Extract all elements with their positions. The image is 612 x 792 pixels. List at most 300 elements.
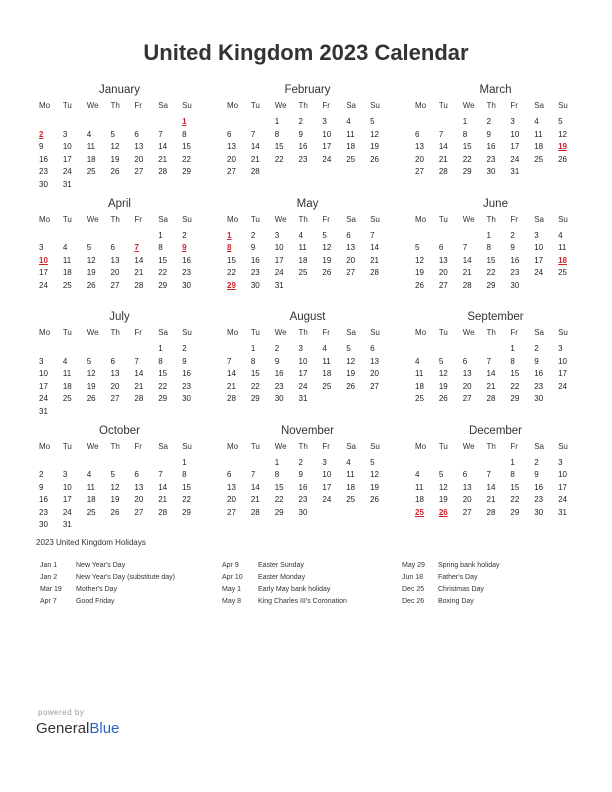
weekday-label: Sa <box>158 214 169 224</box>
empty-day-cell <box>224 116 248 129</box>
day-cell: 27 <box>462 507 472 517</box>
holiday-day-cell: 1 <box>182 117 187 126</box>
empty-day-cell <box>412 116 436 129</box>
weekday-label: We <box>462 328 475 337</box>
day-cell: 16 <box>534 369 544 378</box>
weekday-label: Mo <box>39 328 51 337</box>
day-cell: 5 <box>415 243 420 252</box>
empty-day-cell <box>60 343 84 356</box>
day-cell: 14 <box>134 369 144 378</box>
month-november <box>224 423 391 537</box>
day-cell: 7 <box>227 356 232 366</box>
holiday-date: Jan 2 <box>40 574 58 581</box>
day-cell: 1 <box>158 344 163 353</box>
day-cell: 11 <box>534 129 543 139</box>
weekday-label: Fr <box>134 214 142 224</box>
day-cell: 27 <box>227 167 236 176</box>
empty-day-cell <box>179 406 203 419</box>
day-cell: 21 <box>486 495 496 504</box>
holiday-name: Good Friday <box>76 598 115 605</box>
day-cell: 26 <box>110 167 120 176</box>
empty-day-cell <box>367 507 391 520</box>
weekday-label: Th <box>298 328 308 337</box>
day-cell: 4 <box>415 356 420 366</box>
day-cell: 6 <box>415 129 420 139</box>
day-cell: 11 <box>86 142 95 151</box>
day-cell: 23 <box>298 495 308 504</box>
empty-day-cell <box>36 230 60 243</box>
holiday-day-cell: 10 <box>39 255 48 265</box>
weekday-label: Mo <box>227 441 239 451</box>
holiday-date: Jan 1 <box>40 562 58 569</box>
week-row <box>224 141 391 154</box>
day-cell: 9 <box>534 470 539 479</box>
day-cell: 15 <box>227 255 236 265</box>
week-row <box>36 356 203 369</box>
day-cell: 15 <box>274 142 284 151</box>
weekday-label: Sa <box>158 441 169 451</box>
empty-day-cell <box>84 406 108 419</box>
empty-day-cell <box>296 280 320 293</box>
weekday-label: Fr <box>322 101 330 110</box>
empty-day-cell <box>131 179 155 192</box>
day-cell: 10 <box>558 356 567 366</box>
day-cell: 8 <box>182 470 187 479</box>
day-cell: 14 <box>486 369 496 378</box>
day-cell: 8 <box>158 243 163 252</box>
day-cell: 8 <box>250 356 256 366</box>
day-cell: 21 <box>158 154 168 164</box>
day-cell: 30 <box>510 280 520 290</box>
day-cell: 22 <box>182 495 191 504</box>
holiday-name: Mother's Day <box>76 586 118 593</box>
weekday-header <box>412 326 579 340</box>
weekday-header <box>224 213 391 227</box>
day-cell: 9 <box>39 482 44 492</box>
day-cell: 16 <box>39 154 48 164</box>
empty-day-cell <box>60 116 84 129</box>
day-cell: 16 <box>298 142 308 151</box>
brand-logo[interactable] <box>36 720 119 737</box>
empty-day-cell <box>319 166 343 179</box>
day-cell: 4 <box>534 117 539 126</box>
day-cell: 9 <box>298 470 303 479</box>
day-cell: 28 <box>438 167 448 176</box>
holiday-item <box>402 572 592 584</box>
weekday-label: Mo <box>227 328 239 337</box>
day-cell: 15 <box>182 142 191 151</box>
day-cell: 16 <box>182 369 191 378</box>
holiday-day-cell: 2 <box>39 129 44 139</box>
day-cell: 23 <box>274 381 284 391</box>
day-cell: 10 <box>510 129 520 139</box>
week-row <box>224 343 391 356</box>
weekday-label: Tu <box>438 101 448 110</box>
weekday-label: We <box>462 441 475 451</box>
day-cell: 26 <box>558 154 567 164</box>
week-row <box>224 166 391 179</box>
day-cell: 21 <box>227 381 236 391</box>
holiday-item <box>402 584 592 596</box>
weekday-label: Fr <box>134 101 142 110</box>
day-cell: 30 <box>486 167 496 176</box>
weekday-label: Tu <box>62 214 72 224</box>
day-cell: 22 <box>510 495 520 504</box>
weekday-label: Su <box>370 101 380 110</box>
day-cell: 11 <box>62 255 72 265</box>
week-row <box>36 116 203 129</box>
day-cell: 31 <box>62 179 72 189</box>
holiday-day-cell: 8 <box>227 243 232 252</box>
empty-day-cell <box>555 393 579 406</box>
day-cell: 12 <box>110 142 120 151</box>
month-january <box>36 82 203 196</box>
weekday-label: Tu <box>62 328 72 337</box>
holiday-day-cell: 26 <box>438 507 448 517</box>
day-cell: 18 <box>346 142 356 151</box>
day-cell: 2 <box>534 344 539 353</box>
day-cell: 28 <box>134 280 144 290</box>
day-cell: 3 <box>510 117 515 126</box>
day-cell: 26 <box>86 280 96 290</box>
day-cell: 29 <box>250 394 260 403</box>
day-cell: 21 <box>486 381 496 391</box>
weekday-label: Su <box>182 328 192 337</box>
day-cell: 22 <box>510 381 520 391</box>
week-row <box>36 255 203 268</box>
empty-day-cell <box>555 166 579 179</box>
day-cell: 13 <box>370 356 379 366</box>
day-cell: 20 <box>346 255 356 265</box>
day-cell: 19 <box>86 381 96 391</box>
empty-day-cell <box>343 166 367 179</box>
holiday-item <box>40 560 230 572</box>
day-cell: 6 <box>134 470 139 479</box>
weekday-label: Tu <box>250 441 260 451</box>
day-cell: 29 <box>486 280 496 290</box>
day-cell: 26 <box>415 280 424 290</box>
day-cell: 27 <box>370 381 379 391</box>
day-cell: 6 <box>227 470 232 479</box>
holiday-date: May 8 <box>222 598 242 605</box>
day-cell: 12 <box>110 482 120 492</box>
weekday-label: Sa <box>534 328 545 337</box>
holiday-column-3 <box>402 560 592 608</box>
empty-day-cell <box>36 343 60 356</box>
day-cell: 23 <box>298 154 308 164</box>
day-cell: 2 <box>298 117 303 126</box>
week-row <box>224 280 391 293</box>
weekday-label: Tu <box>438 214 448 224</box>
holiday-item <box>40 596 230 608</box>
empty-day-cell <box>131 519 155 532</box>
weekday-label: Sa <box>346 441 357 451</box>
week-row <box>36 507 203 520</box>
week-row <box>36 519 203 532</box>
day-cell: 5 <box>110 470 115 479</box>
day-cell: 13 <box>134 482 144 492</box>
day-cell: 29 <box>182 507 191 517</box>
day-cell: 23 <box>250 268 260 277</box>
day-cell: 27 <box>110 394 120 403</box>
day-cell: 24 <box>62 167 72 176</box>
day-cell: 27 <box>438 280 448 290</box>
weekday-label: Su <box>370 214 380 224</box>
day-cell: 24 <box>62 507 72 517</box>
day-cell: 5 <box>438 470 444 479</box>
day-cell: 20 <box>110 268 120 277</box>
month-name: September <box>467 311 524 323</box>
day-cell: 5 <box>322 230 327 240</box>
week-row <box>36 242 203 255</box>
day-cell: 18 <box>86 154 96 164</box>
week-row <box>412 368 579 381</box>
day-cell: 9 <box>182 356 187 366</box>
day-cell: 3 <box>322 457 327 467</box>
day-cell: 29 <box>158 394 168 403</box>
day-cell: 17 <box>298 369 308 378</box>
day-cell: 21 <box>462 268 472 277</box>
holiday-day-cell: 9 <box>182 243 187 252</box>
week-row <box>412 507 579 520</box>
day-cell: 31 <box>558 507 567 517</box>
day-cell: 29 <box>510 394 520 403</box>
day-cell: 17 <box>322 482 332 492</box>
day-cell: 4 <box>558 230 563 240</box>
holiday-item <box>402 596 592 608</box>
day-cell: 16 <box>510 255 520 265</box>
day-cell: 3 <box>274 230 280 240</box>
empty-day-cell <box>367 280 391 293</box>
weekday-label: Su <box>558 214 568 224</box>
day-cell: 8 <box>462 129 468 139</box>
day-cell: 14 <box>250 482 260 492</box>
day-cell: 30 <box>182 280 191 290</box>
day-cell: 22 <box>274 154 284 164</box>
week-row <box>412 356 579 369</box>
day-cell: 14 <box>227 369 236 378</box>
weekday-label: Fr <box>510 101 518 110</box>
day-cell: 6 <box>438 243 444 252</box>
day-cell: 7 <box>370 230 375 240</box>
day-cell: 9 <box>298 129 303 139</box>
day-cell: 19 <box>415 268 424 277</box>
day-cell: 1 <box>158 230 163 240</box>
day-cell: 6 <box>110 356 115 366</box>
empty-day-cell <box>155 116 179 129</box>
weekday-label: We <box>462 101 475 110</box>
month-name: February <box>284 84 331 96</box>
day-cell: 14 <box>486 482 496 492</box>
week-row <box>412 116 579 129</box>
powered-by-label: powered by <box>38 708 85 717</box>
day-cell: 24 <box>274 268 284 277</box>
day-cell: 2 <box>250 230 256 240</box>
day-cell: 18 <box>86 495 96 504</box>
day-cell: 30 <box>274 394 284 403</box>
day-cell: 1 <box>510 344 515 353</box>
empty-day-cell <box>272 166 296 179</box>
empty-day-cell <box>131 230 155 243</box>
day-cell: 17 <box>39 381 48 391</box>
empty-day-cell <box>108 457 132 470</box>
weekday-label: Fr <box>510 328 518 337</box>
day-cell: 3 <box>39 243 44 252</box>
day-cell: 1 <box>274 117 280 126</box>
weekday-label: Su <box>182 214 192 224</box>
day-cell: 6 <box>346 230 351 240</box>
day-cell: 10 <box>62 142 72 151</box>
day-cell: 27 <box>110 280 120 290</box>
day-cell: 19 <box>438 495 448 504</box>
day-cell: 15 <box>182 482 191 492</box>
day-cell: 19 <box>370 142 379 151</box>
day-cell: 22 <box>462 154 472 164</box>
day-cell: 26 <box>346 381 356 391</box>
day-cell: 3 <box>39 356 44 366</box>
holiday-name: New Year's Day (substitute day) <box>76 574 175 581</box>
day-cell: 29 <box>274 507 284 517</box>
week-row <box>224 381 391 394</box>
week-row <box>412 280 579 293</box>
day-cell: 7 <box>486 356 491 366</box>
holiday-name: Easter Monday <box>258 574 306 581</box>
day-cell: 25 <box>534 154 544 164</box>
weekday-label: Sa <box>346 214 357 224</box>
holiday-column-2 <box>222 560 412 608</box>
weekday-label: Mo <box>227 101 239 110</box>
month-february <box>224 82 391 196</box>
day-cell: 19 <box>110 154 120 164</box>
day-cell: 24 <box>534 268 544 277</box>
empty-day-cell <box>131 343 155 356</box>
empty-day-cell <box>108 230 132 243</box>
day-cell: 4 <box>346 457 351 467</box>
holiday-day-cell: 29 <box>227 280 236 290</box>
month-october <box>36 423 203 537</box>
day-cell: 5 <box>86 243 92 252</box>
day-cell: 29 <box>182 167 191 176</box>
day-cell: 12 <box>438 482 448 492</box>
day-cell: 9 <box>250 243 256 252</box>
week-row <box>224 129 391 142</box>
empty-day-cell <box>367 166 391 179</box>
holiday-name: Boxing Day <box>438 598 474 605</box>
day-cell: 18 <box>298 255 308 265</box>
day-cell: 15 <box>510 482 520 492</box>
weekday-header <box>224 326 391 340</box>
weekday-label: Th <box>110 101 120 110</box>
day-cell: 8 <box>182 129 187 139</box>
holiday-date: Mar 19 <box>40 586 62 593</box>
day-cell: 20 <box>370 369 379 378</box>
day-cell: 18 <box>534 142 544 151</box>
month-name: July <box>109 311 130 323</box>
day-cell: 2 <box>486 117 491 126</box>
holiday-day-cell: 25 <box>415 507 424 517</box>
day-cell: 8 <box>274 470 280 479</box>
day-cell: 19 <box>346 369 356 378</box>
day-cell: 5 <box>370 457 375 467</box>
day-cell: 20 <box>227 495 236 504</box>
week-row <box>224 368 391 381</box>
day-cell: 21 <box>250 495 260 504</box>
empty-day-cell <box>155 519 179 532</box>
day-cell: 23 <box>182 268 191 277</box>
day-cell: 24 <box>558 495 567 504</box>
day-cell: 20 <box>462 381 472 391</box>
day-cell: 24 <box>510 154 520 164</box>
empty-day-cell <box>224 457 248 470</box>
weekday-label: Tu <box>438 441 448 451</box>
day-cell: 10 <box>274 243 284 252</box>
day-cell: 14 <box>134 255 144 265</box>
empty-day-cell <box>84 230 108 243</box>
day-cell: 22 <box>250 381 260 391</box>
day-cell: 9 <box>534 356 539 366</box>
holiday-name: King Charles III's Coronation <box>258 598 347 605</box>
month-september <box>412 309 579 423</box>
empty-day-cell <box>155 457 179 470</box>
day-cell: 15 <box>274 482 284 492</box>
month-august <box>224 309 391 423</box>
day-cell: 28 <box>134 394 144 403</box>
day-cell: 10 <box>39 369 48 378</box>
day-cell: 12 <box>370 129 379 139</box>
weekday-label: Fr <box>322 214 330 224</box>
day-cell: 13 <box>110 255 120 265</box>
day-cell: 7 <box>250 470 256 479</box>
day-cell: 17 <box>558 369 567 378</box>
day-cell: 17 <box>274 255 284 265</box>
day-cell: 27 <box>415 167 424 176</box>
day-cell: 6 <box>370 344 375 353</box>
weekday-label: Th <box>110 441 120 451</box>
day-cell: 1 <box>182 457 187 467</box>
day-cell: 29 <box>510 507 520 517</box>
day-cell: 26 <box>438 394 448 403</box>
empty-day-cell <box>84 343 108 356</box>
weekday-label: We <box>86 328 99 337</box>
month-july <box>36 309 203 423</box>
day-cell: 22 <box>158 381 168 391</box>
week-row <box>412 469 579 482</box>
week-row <box>36 343 203 356</box>
day-cell: 19 <box>322 255 332 265</box>
weekday-label: Mo <box>415 328 427 337</box>
day-cell: 13 <box>346 243 356 252</box>
day-cell: 12 <box>322 243 332 252</box>
day-cell: 20 <box>134 154 144 164</box>
week-row <box>224 154 391 167</box>
empty-day-cell <box>224 343 248 356</box>
day-cell: 3 <box>62 129 68 139</box>
day-cell: 17 <box>62 154 72 164</box>
day-cell: 25 <box>322 381 332 391</box>
day-cell: 25 <box>558 268 567 277</box>
week-row <box>36 154 203 167</box>
week-row <box>412 242 579 255</box>
empty-day-cell <box>484 457 508 470</box>
month-december <box>412 423 579 537</box>
day-cell: 11 <box>415 369 424 378</box>
empty-day-cell <box>108 116 132 129</box>
day-cell: 5 <box>110 129 115 139</box>
day-cell: 14 <box>158 482 168 492</box>
empty-day-cell <box>436 343 460 356</box>
weekday-label: Fr <box>510 214 518 224</box>
weekday-label: Mo <box>227 214 239 224</box>
